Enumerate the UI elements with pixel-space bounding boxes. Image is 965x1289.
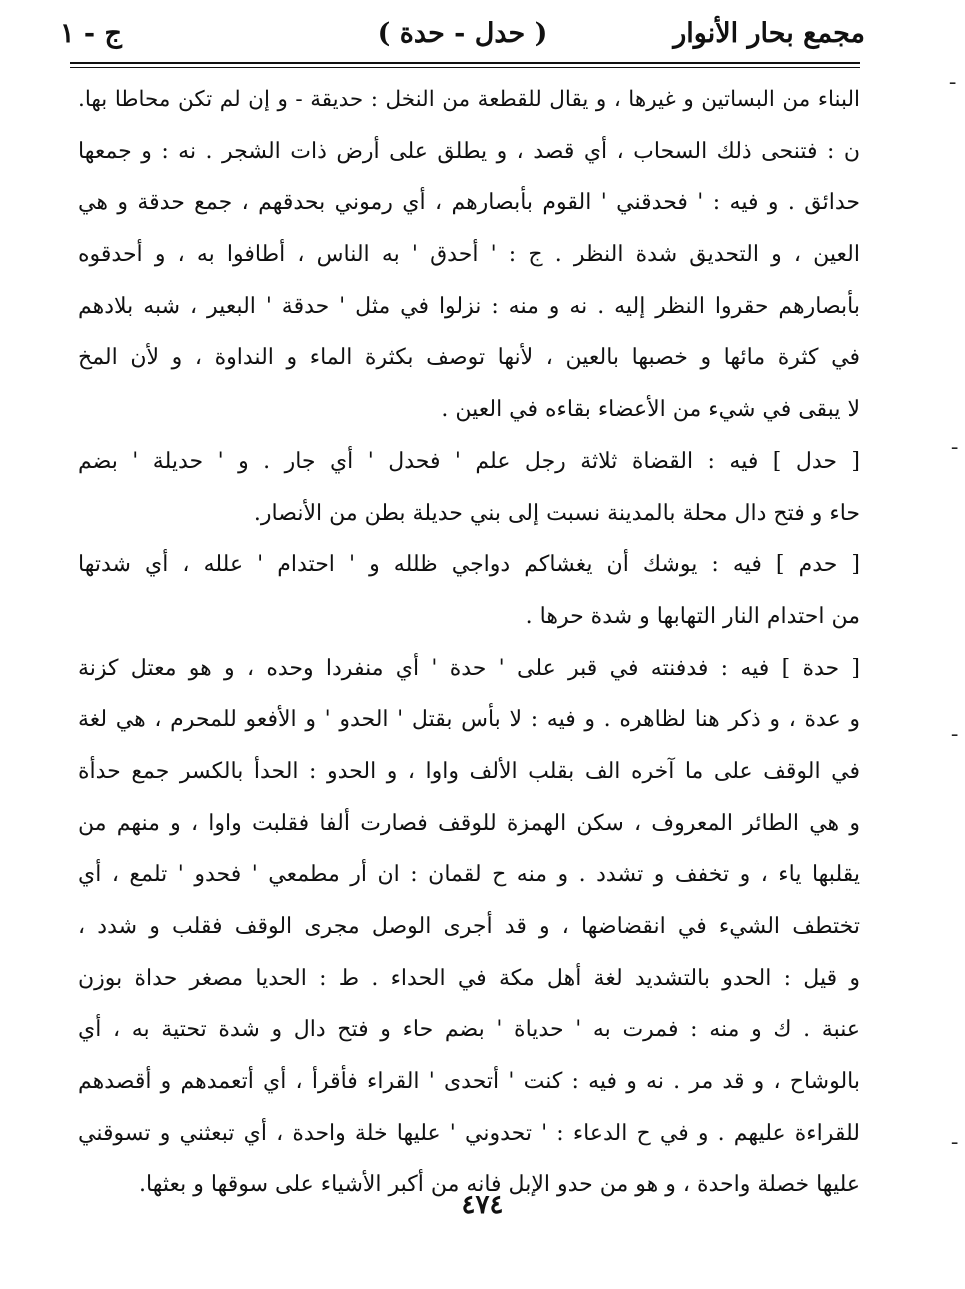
text-line: و هي الطائر المعروف ، سكن الهمزة للوقف فصارت ألفا فقلبت واوا ، و منهم من bbox=[78, 810, 860, 836]
text-line: [ حدم ] فيه : يوشك أن يغشاكم دواجي ظلله و ' احتدام ' علله ، أي شدتها bbox=[78, 552, 860, 578]
book-title: مجمع بحار الأنوار bbox=[673, 18, 865, 49]
text-line: من احتدام النار التهابها و شدة حرها . bbox=[525, 603, 860, 629]
page-body bbox=[78, 74, 860, 1211]
paragraph-hadal bbox=[78, 436, 860, 539]
header-rule-thin bbox=[70, 67, 860, 68]
text-line: العين ، و التحديق شدة النظر . ج : ' أحدق ' به الناس ، أطافوا به ، و أحدقوه bbox=[78, 242, 860, 268]
volume-label: ج - ١ bbox=[60, 18, 122, 49]
margin-mark: ـ bbox=[952, 720, 958, 741]
text-line: عليها خصلة واحدة ، و هو من حدو الإبل فانه من أكبر الأشياء على سوقها و بعثها. bbox=[139, 1172, 860, 1198]
text-line: [ حدل ] فيه : القضاة ثلاثة رجل علم ' فحدل ' أي جار . و ' حديلة ' بضم bbox=[78, 448, 860, 474]
entry-range: ( حدل - حدة ) bbox=[377, 18, 548, 49]
page-header bbox=[60, 14, 865, 58]
text-line: يقلبها ياء ، و تخفف و تشدد . و منه ح لقمان : ان أر مطمعي ' فحدو ' تلمع ، أي bbox=[78, 862, 860, 888]
margin-mark: ـ bbox=[952, 1128, 958, 1149]
text-line: ن : فتنحى ذلك السحاب ، أي قصد ، و يطلق على أرض ذات الشجر . نه : و جمعها bbox=[78, 138, 860, 164]
paragraph-hadam bbox=[78, 539, 860, 642]
text-line: بأبصارهم حقروا النظر إليه . نه و منه : نزلوا في مثل ' حدقة ' البعير ، شبه بلادهم bbox=[78, 293, 860, 319]
text-line: بالوشاح ، و قد مر . نه و فيه : كنت ' أتحدى ' القراء فأقرأ ، أي أتعمدهم و أقصدهم bbox=[78, 1069, 860, 1095]
text-line: لا يبقى في شيء من الأعضاء بقاءه في العين . bbox=[441, 397, 860, 423]
text-line: و عدة ، و ذكر هنا لظاهره . و فيه : لا بأس بقتل ' الحدو ' و الأفعو للمحرم ، هي لغة bbox=[78, 707, 860, 733]
text-line: في الوقف على ما آخره الف بقلب الألف واوا ، و الحدو : الحدأ بالكسر جمع حدأة bbox=[78, 758, 860, 784]
paragraph-hadiqa bbox=[78, 74, 860, 436]
text-line: البناء من البساتين و غيرها ، و يقال للقطعة من النخل : حديقة - و إن لم تكن محاطا بها. bbox=[78, 87, 860, 112]
text-line: حدائق . و فيه : ' فحدقني ' القوم بأبصارهم ، أي رموني بحدقهم ، جمع حدقة و هي bbox=[78, 190, 860, 216]
margin-mark: ـ bbox=[950, 68, 956, 89]
text-line: عنبة . ك و منه : فمرت به ' حدياة ' بضم حاء و فتح دال و شدة تحتية به ، أي bbox=[78, 1017, 860, 1043]
page-number: ٤٧٤ bbox=[461, 1190, 504, 1220]
text-line: و قيل : الحدو بالتشديد لغة أهل مكة في الحداء . ط : الحديا مصغر حداة بوزن bbox=[78, 965, 860, 991]
text-line: تختطف الشيء في انقضاضها ، و قد أجرى الوصل مجرى الوقف فقلب و شدد ، bbox=[78, 914, 860, 939]
margin-mark: ـ bbox=[952, 433, 958, 454]
header-rule-thick bbox=[70, 62, 860, 64]
paragraph-hidda bbox=[78, 643, 860, 1212]
text-line: حاء و فتح دال محلة بالمدينة نسبت إلى بني حديلة بطن من الأنصار. bbox=[253, 500, 860, 526]
text-line: [ حدة ] فيه : فدفنته في قبر على ' حدة ' أي منفردا وحده ، و هو معتل كزنة bbox=[78, 655, 860, 681]
text-line: للقراءة عليهم . و في ح الدعاء : ' تحدوني ' عليها خلة واحدة ، أي تبعثني و تسوقني bbox=[78, 1120, 860, 1146]
text-line: في كثرة مائها و خصبها بالعين ، لأنها توصف بكثرة الماء و النداوة ، و لأن المخ bbox=[78, 345, 860, 371]
